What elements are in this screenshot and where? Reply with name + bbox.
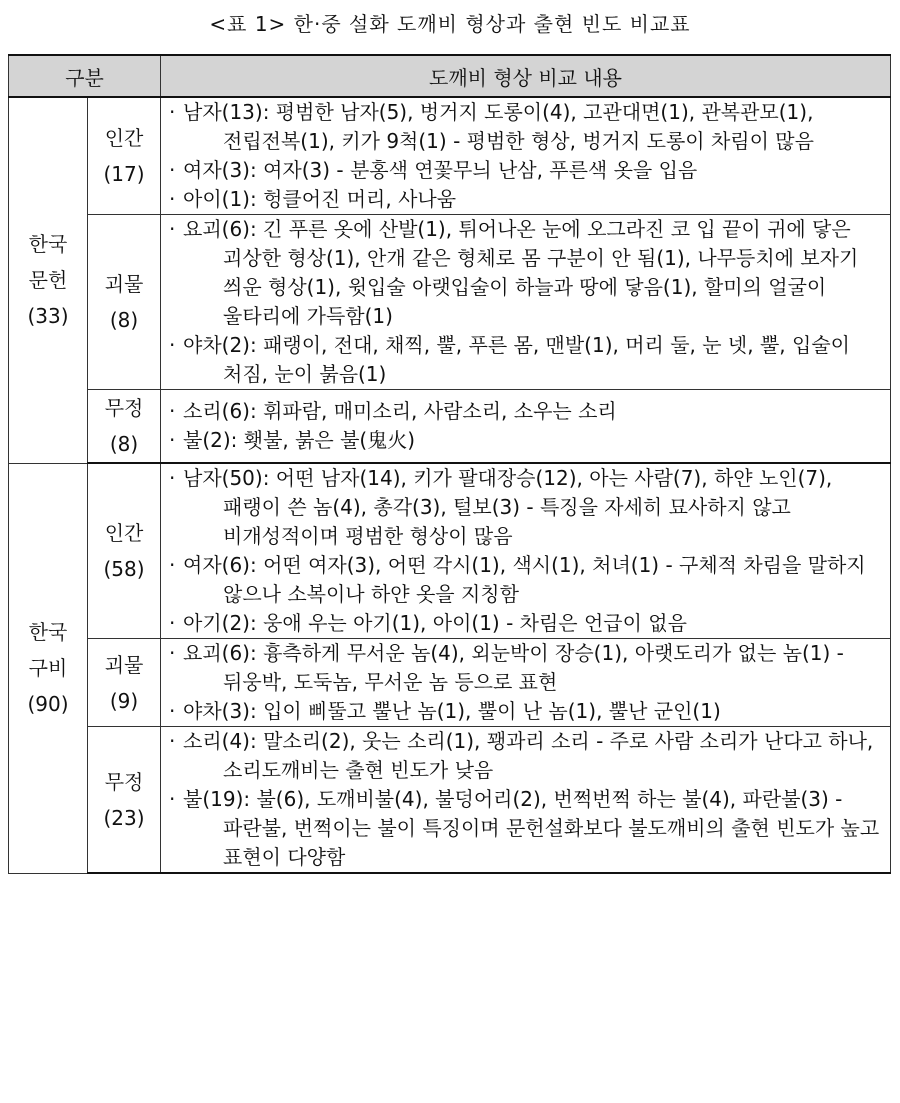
group-label-cell (9, 463, 88, 873)
subcategory-count: (9) (109, 688, 139, 713)
group-label-label-line2: 구비 (28, 656, 68, 680)
bullet-mark: · (169, 399, 176, 423)
table-row (9, 215, 891, 390)
table-caption: <표 1> 한·중 설화 도깨비 형상과 출현 빈도 비교표 (209, 12, 691, 36)
subcategory-count: (58) (103, 557, 145, 581)
subcategory-label: 인간 (104, 126, 144, 150)
group-label-cell (9, 97, 88, 463)
table-row (9, 390, 891, 464)
subcategory-cell (88, 639, 161, 727)
list-item (161, 331, 890, 389)
subcategory-cell (88, 97, 161, 215)
content-cell (161, 215, 891, 390)
table-row (9, 97, 891, 215)
content-cell (161, 639, 891, 727)
content-cell (161, 390, 891, 464)
list-item (161, 727, 890, 785)
list-item-text: 소리(4): 말소리(2), 웃는 소리(1), 꽹과리 소리 - 주로 사람 소리가 난다고 하나, 소리도깨비는 출현 빈도가 낮음 (183, 729, 874, 782)
subcategory-label: 괴물 (104, 272, 144, 296)
subcategory-label: 무정 (104, 396, 144, 420)
bullet-mark: · (169, 100, 176, 124)
list-item-text: 여자(3): 여자(3) - 분홍색 연꽃무늬 난삼, 푸른색 옷을 입음 (183, 158, 698, 182)
list-item-text: 소리(6): 휘파람, 매미소리, 사람소리, 소우는 소리 (183, 399, 617, 423)
table-row (9, 639, 891, 727)
subcategory-count: (17) (103, 162, 145, 186)
list-item (161, 639, 890, 697)
list-item-text: 요괴(6): 긴 푸른 옷에 산발(1), 튀어나온 눈에 오그라진 코 입 끝이 귀에 닿은 괴상한 형상(1), 안개 같은 형체로 몸 구분이 안 됨(1), 나무등치에 보자기 씌운 형상(1), 윗입술 아랫입술이 하늘과 땅에 닿음(1), 할미의 얼굴이 울타리에 가득함(1) (183, 217, 859, 328)
list-item (161, 426, 890, 455)
subcategory-label: 괴물 (104, 652, 144, 677)
list-item-text: 아이(1): 헝클어진 머리, 사나움 (183, 187, 457, 211)
group-label-label-count: (33) (27, 304, 69, 329)
subcategory-cell (88, 463, 161, 639)
table-row (9, 727, 891, 874)
table-header-row (9, 55, 891, 97)
header-category: 구분 (9, 55, 161, 97)
bullet-mark: · (169, 787, 176, 811)
table-row (9, 463, 891, 639)
list-item (161, 697, 890, 726)
bullet-mark: · (169, 699, 176, 723)
bullet-mark: · (169, 466, 176, 490)
list-item (161, 551, 890, 609)
subcategory-label: 무정 (104, 769, 144, 794)
bullet-mark: · (169, 428, 176, 452)
subcategory-cell (88, 215, 161, 390)
bullet-mark: · (169, 553, 176, 577)
subcategory-count: (8) (109, 308, 139, 332)
comparison-table (8, 54, 891, 874)
content-cell (161, 97, 891, 215)
list-item-text: 여자(6): 어떤 여자(3), 어떤 각시(1), 색시(1), 처녀(1) - 구체적 차림을 말하지 않으나 소복이나 하얀 옷을 지칭함 (183, 553, 866, 606)
list-item-text: 아기(2): 웅애 우는 아기(1), 아이(1) - 차림은 언급이 없음 (183, 611, 687, 635)
list-item (161, 609, 890, 638)
subcategory-cell (88, 727, 161, 874)
bullet-mark: · (169, 641, 176, 665)
group-label-label-line1: 한국 (28, 232, 68, 257)
subcategory-cell (88, 390, 161, 464)
subcategory-label: 인간 (104, 521, 144, 545)
list-item (161, 98, 890, 156)
list-item-text: 남자(13): 평범한 남자(5), 벙거지 도롱이(4), 고관대면(1), 관복관모(1), 전립전복(1), 키가 9척(1) - 평범한 형상, 벙거지 도롱이 차림이 많음 (183, 100, 814, 153)
content-cell (161, 463, 891, 639)
subcategory-count: (8) (109, 432, 139, 456)
list-item (161, 156, 890, 185)
list-item (161, 215, 890, 331)
group-label-label-line1: 한국 (28, 620, 68, 644)
list-item-text: 야차(2): 패랭이, 전대, 채찍, 뿔, 푸른 몸, 맨발(1), 머리 둘, 눈 넷, 뿔, 입술이 처짐, 눈이 붉음(1) (183, 333, 850, 386)
bullet-mark: · (169, 158, 176, 182)
bullet-mark: · (169, 333, 176, 357)
bullet-mark: · (169, 729, 176, 753)
list-item-text: 남자(50): 어떤 남자(14), 키가 팔대장승(12), 아는 사람(7), 하얀 노인(7), 패랭이 쓴 놈(4), 총각(3), 털보(3) - 특징을 자세히 묘사하지 않고 비개성적이며 평범한 형상이 많음 (183, 466, 833, 548)
list-item (161, 464, 890, 551)
list-item (161, 397, 890, 426)
group-label-label-line2: 문헌 (28, 268, 68, 293)
list-item-text: 불(2): 횃불, 붉은 불(鬼火) (183, 428, 416, 452)
subcategory-count: (23) (103, 805, 145, 830)
bullet-mark: · (169, 217, 176, 241)
bullet-mark: · (169, 187, 176, 211)
bullet-mark: · (169, 611, 176, 635)
list-item-text: 요괴(6): 흉측하게 무서운 놈(4), 외눈박이 장승(1), 아랫도리가 없는 놈(1) - 뒤웅박, 도둑놈, 무서운 놈 등으로 표현 (183, 641, 844, 694)
content-cell (161, 727, 891, 874)
list-item-text: 야차(3): 입이 삐뚤고 뿔난 놈(1), 뿔이 난 놈(1), 뿔난 군인(1) (183, 699, 721, 723)
list-item-text: 불(19): 불(6), 도깨비불(4), 불덩어리(2), 번쩍번쩍 하는 불(4), 파란불(3) - 파란불, 번쩍이는 불이 특징이며 문헌설화보다 불도깨비의 출현 빈도가 높고 표현이 다양함 (183, 787, 880, 869)
list-item (161, 185, 890, 214)
header-content: 도깨비 형상 비교 내용 (161, 55, 891, 97)
list-item (161, 785, 890, 872)
group-label-label-count: (90) (27, 692, 69, 716)
